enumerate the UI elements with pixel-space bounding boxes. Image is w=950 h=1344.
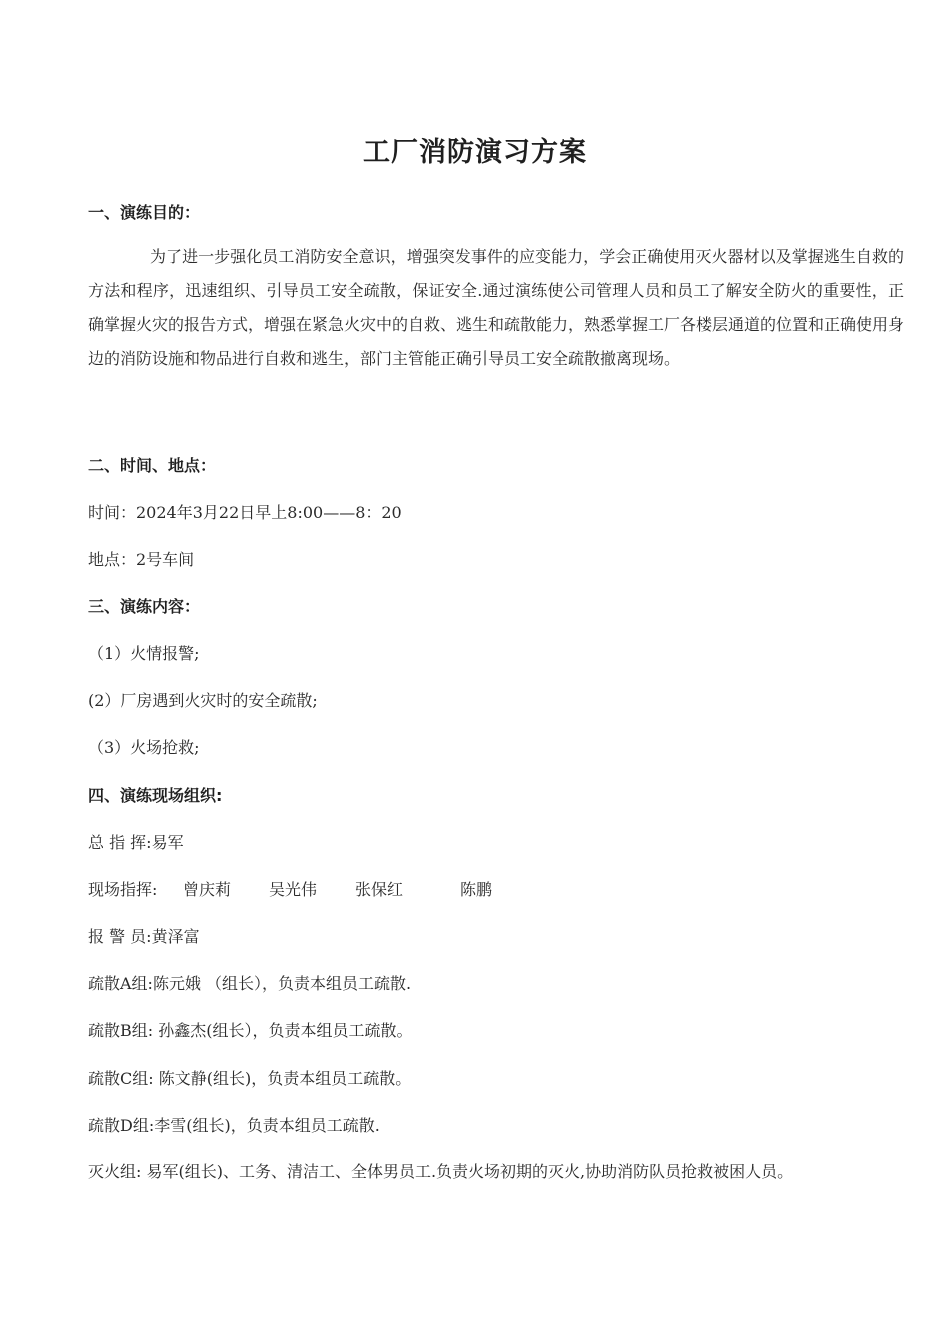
evacuation-group-b-line: 疏散B组: 孙鑫杰(组长），负责本组员工疏散。: [88, 1021, 413, 1040]
evacuation-group-d-line: 疏散D组:李雪(组长)，负责本组员工疏散.: [88, 1116, 380, 1135]
purpose-paragraph: 为了进一步强化员工消防安全意识，增强突发事件的应变能力，学会正确使用灭火器材以及掌握逃生自救的方法和程序，迅速组织、引导员工安全疏散，保证安全.通过演练使公司管理人员和员工了解安全防火的重要性，正确掌握火灾的报告方式，增强在紧急火灾中的自救、逃生和疏散能力，熟悉掌握工厂各楼层通道的位置和正确使用身边的消防设施和物品进行自救和逃生，部门主管能正确引导员工安全疏散撤离现场。: [88, 247, 905, 368]
site-commander-name: 张保红: [355, 880, 404, 899]
site-commanders-row: [88, 877, 588, 899]
site-commanders-label: 现场指挥:: [88, 880, 158, 899]
time-line: 时间：2024年3月22日早上8:00——8：20: [88, 503, 402, 522]
site-commander-name: 陈鹏: [460, 880, 493, 899]
content-item-1: （1）火情报警;: [88, 644, 200, 663]
fire-fighting-group-line: 灭火组: 易军(组长)、工务、清洁工、全体男员工.负责火场初期的灭火,协助消防队员抢救被困人员。: [88, 1162, 794, 1181]
content-item-3: （3）火场抢救;: [88, 738, 200, 757]
site-commander-name: 曾庆莉: [183, 880, 232, 899]
section-heading-time-place: 二、时间、地点：: [88, 456, 217, 475]
document-title: 工厂消防演习方案: [363, 137, 587, 168]
commander-line: 总 指 挥:易军: [88, 833, 184, 852]
section-heading-purpose: 一、演练目的：: [88, 203, 201, 222]
content-item-2: (2）厂房遇到火灾时的安全疏散;: [88, 691, 318, 710]
site-commander-name: 吴光伟: [269, 880, 318, 899]
section-heading-content: 三、演练内容：: [88, 597, 201, 616]
evacuation-group-a-line: 疏散A组:陈元娥 （组长），负责本组员工疏散.: [88, 974, 412, 993]
place-line: 地点：2号车间: [88, 550, 195, 569]
section-heading-organization: 四、演练现场组织:: [88, 786, 223, 805]
alarm-officer-line: 报 警 员:黄泽富: [88, 927, 200, 946]
evacuation-group-c-line: 疏散C组: 陈文静(组长)，负责本组员工疏散。: [88, 1069, 412, 1088]
